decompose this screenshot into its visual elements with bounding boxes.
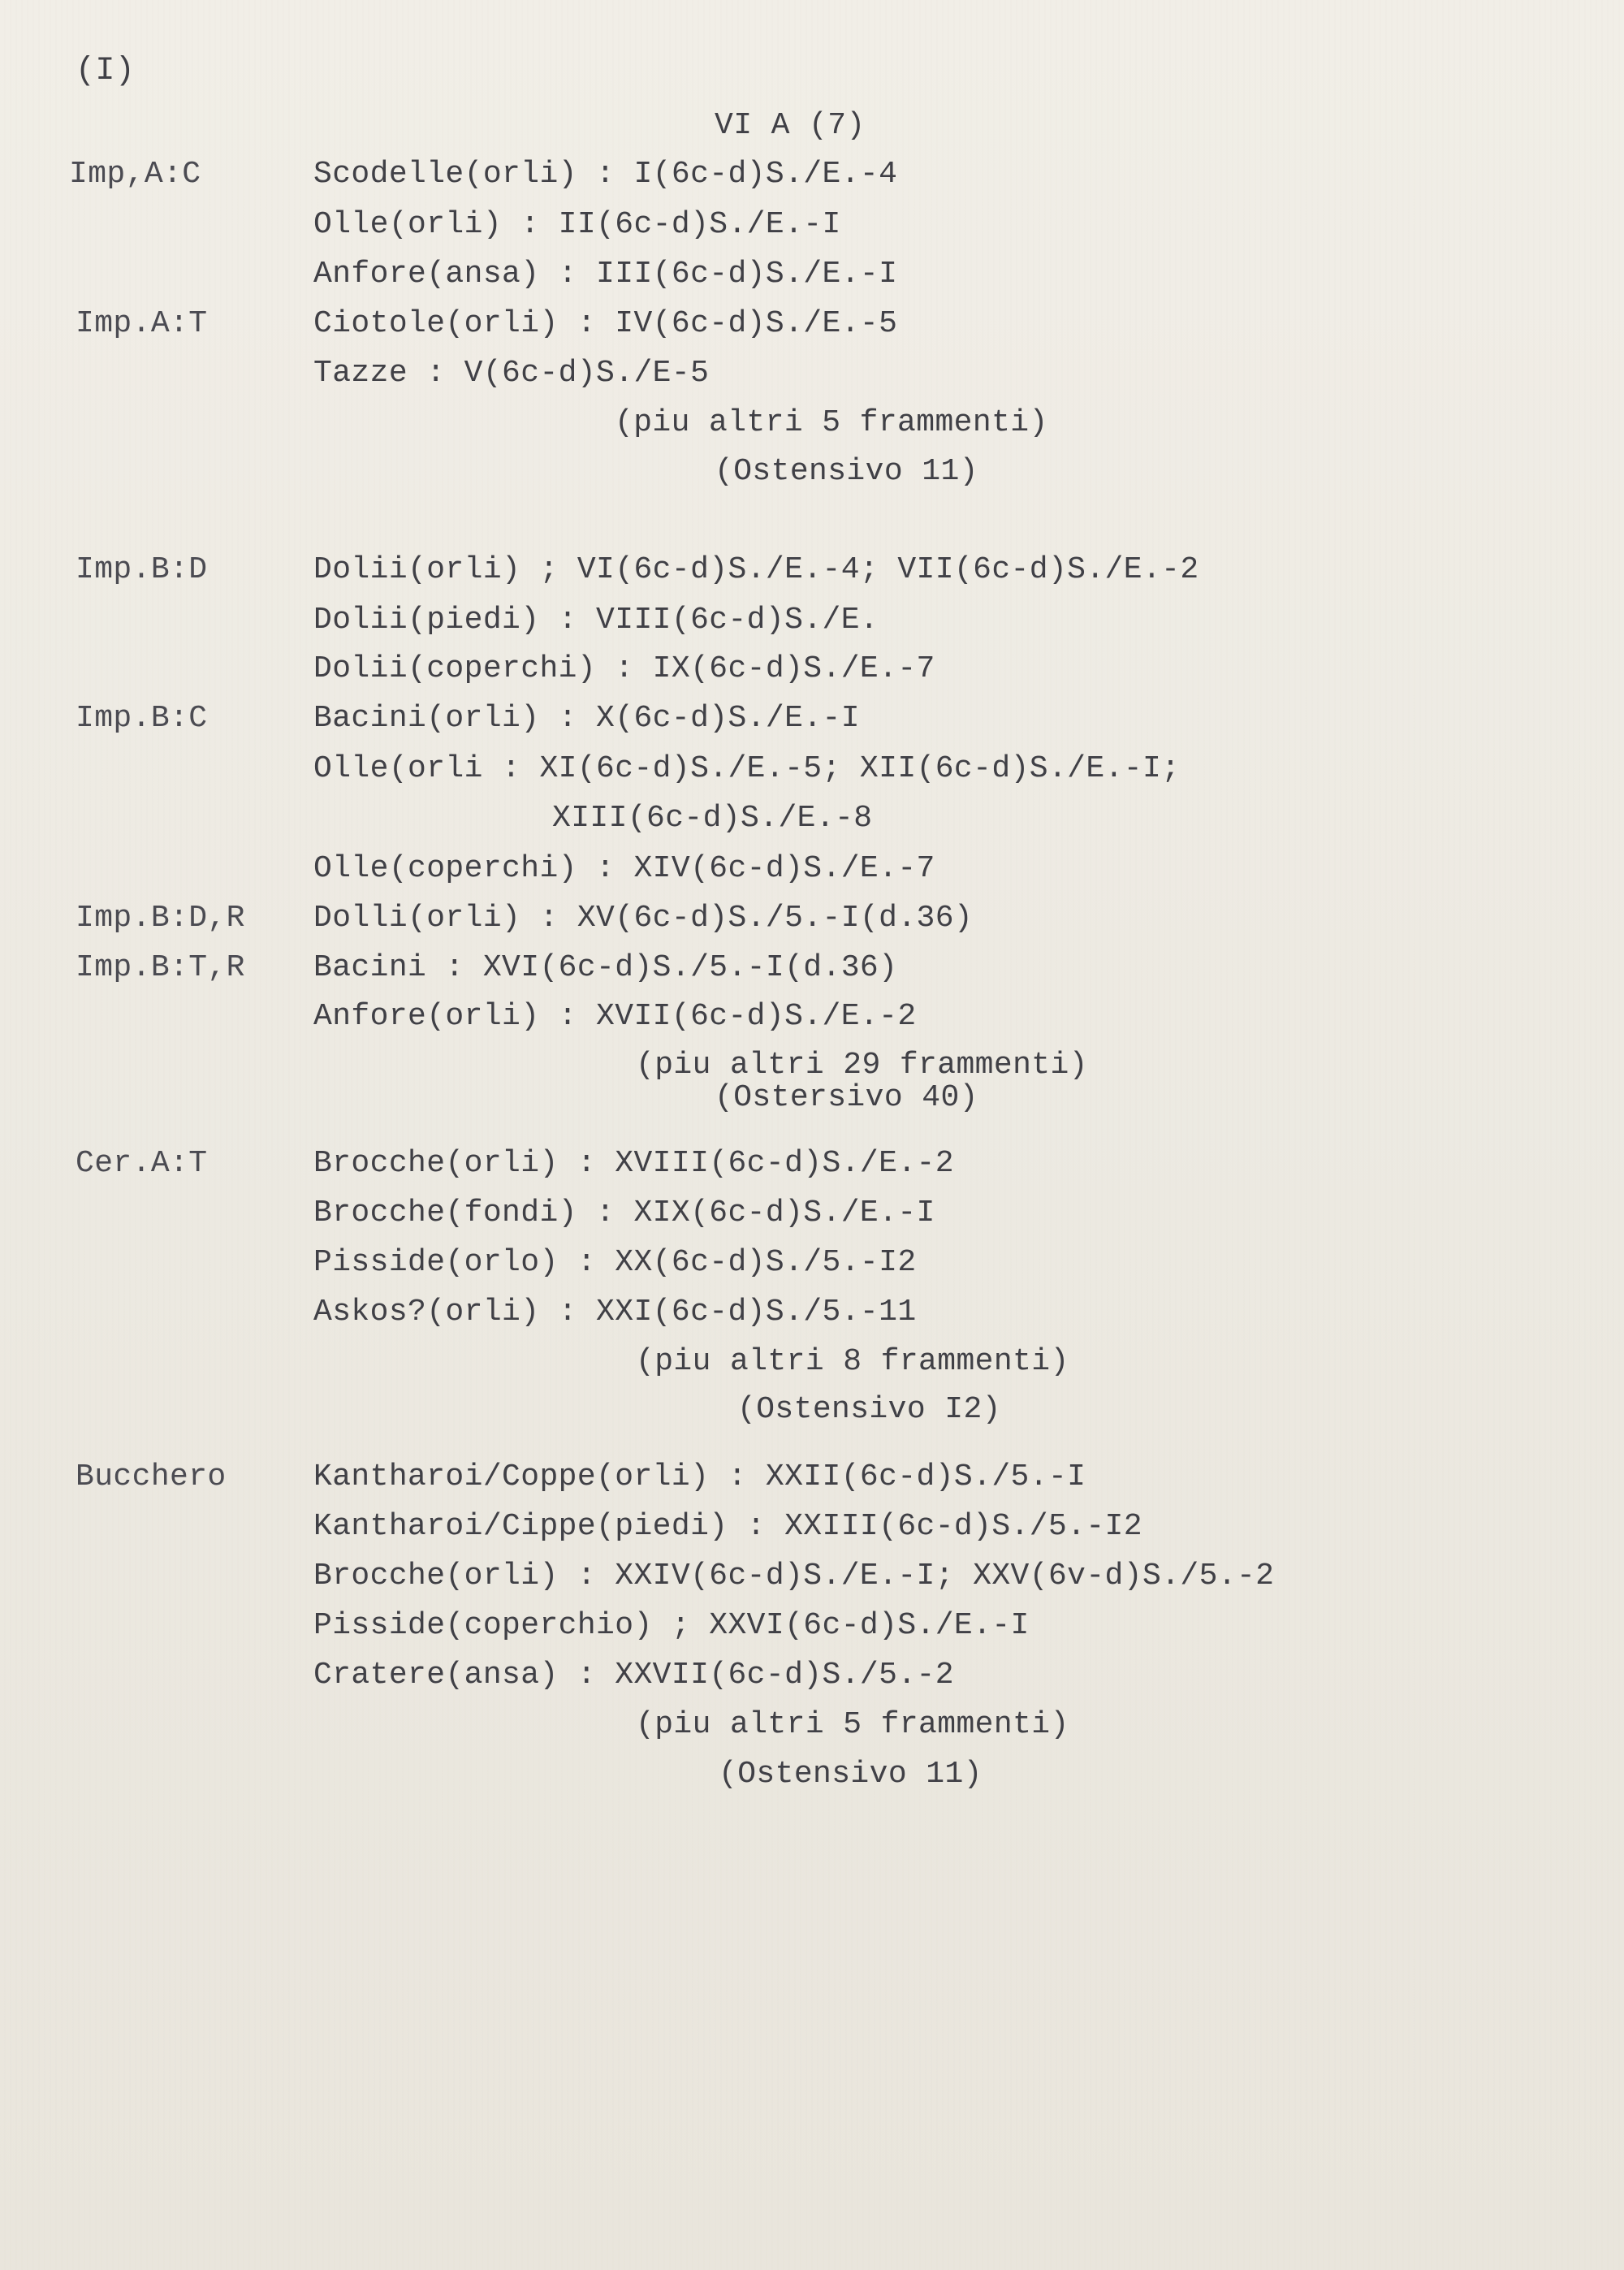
category-label-imp-b-d-r: Imp.B:D,R bbox=[76, 901, 245, 936]
ostensivo-note: (Ostersivo 40) bbox=[715, 1080, 978, 1115]
entry-line: Dolii(piedi) : VIII(6c-d)S./E. bbox=[313, 603, 879, 638]
entry-line: Olle(coperchi) : XIV(6c-d)S./E.-7 bbox=[313, 851, 935, 886]
fragments-note: (piu altri 29 frammenti) bbox=[636, 1048, 1088, 1083]
fragments-note: (piu altri 8 frammenti) bbox=[636, 1344, 1069, 1379]
entry-line: Dolli(orli) : XV(6c-d)S./5.-I(d.36) bbox=[313, 901, 974, 936]
category-label-imp-b-t-r: Imp.B:T,R bbox=[76, 950, 245, 985]
entry-line: Olle(orli) : II(6c-d)S./E.-I bbox=[313, 207, 841, 242]
fragments-note: (piu altri 5 frammenti) bbox=[636, 1707, 1069, 1742]
category-label-imp-a-t: Imp.A:T bbox=[76, 306, 208, 341]
entry-line: Anfore(ansa) : III(6c-d)S./E.-I bbox=[313, 257, 898, 292]
entry-line: Brocche(orli) : XVIII(6c-d)S./E.-2 bbox=[313, 1146, 954, 1181]
entry-line: Scodelle(orli) : I(6c-d)S./E.-4 bbox=[313, 157, 898, 192]
entry-line: Dolii(orli) ; VI(6c-d)S./E.-4; VII(6c-d)S./E.-2 bbox=[313, 552, 1199, 587]
entry-line: Ciotole(orli) : IV(6c-d)S./E.-5 bbox=[313, 306, 898, 341]
entry-line: Tazze : V(6c-d)S./E-5 bbox=[313, 356, 710, 391]
document-title: VI A (7) bbox=[715, 108, 866, 143]
entry-line: Cratere(ansa) : XXVII(6c-d)S./5.-2 bbox=[313, 1658, 954, 1693]
ostensivo-note: (Ostensivo 11) bbox=[715, 454, 978, 489]
entry-line: Anfore(orli) : XVII(6c-d)S./E.-2 bbox=[313, 999, 917, 1034]
ostensivo-note: (Ostensivo 11) bbox=[719, 1757, 983, 1792]
fragments-note: (piu altri 5 frammenti) bbox=[615, 405, 1048, 440]
entry-line: Bacini : XVI(6c-d)S./5.-I(d.36) bbox=[313, 950, 898, 985]
entry-line: Kantharoi/Coppe(orli) : XXII(6c-d)S./5.-I bbox=[313, 1459, 1086, 1494]
category-label-bucchero: Bucchero bbox=[76, 1459, 227, 1494]
category-label-imp-b-d: Imp.B:D bbox=[76, 552, 208, 587]
entry-line: Kantharoi/Cippe(piedi) : XXIII(6c-d)S./5.-I2 bbox=[313, 1509, 1142, 1544]
entry-line: Dolii(coperchi) : IX(6c-d)S./E.-7 bbox=[313, 651, 935, 686]
category-label-cer-a-t: Cer.A:T bbox=[76, 1146, 208, 1181]
entry-line: Askos?(orli) : XXI(6c-d)S./5.-11 bbox=[313, 1295, 917, 1330]
ostensivo-note: (Ostensivo I2) bbox=[737, 1392, 1001, 1427]
category-label-imp-b-c: Imp.B:C bbox=[76, 701, 208, 736]
entry-line: XIII(6c-d)S./E.-8 bbox=[552, 801, 873, 836]
category-label-imp-a-c: Imp,A:C bbox=[69, 157, 201, 192]
entry-line: Pisside(coperchio) ; XXVI(6c-d)S./E.-I bbox=[313, 1608, 1030, 1643]
entry-line: Brocche(fondi) : XIX(6c-d)S./E.-I bbox=[313, 1196, 935, 1230]
entry-line: Olle(orli : XI(6c-d)S./E.-5; XII(6c-d)S./E.-I; bbox=[313, 751, 1181, 786]
page-corner-mark: (I) bbox=[76, 53, 136, 89]
entry-line: Bacini(orli) : X(6c-d)S./E.-I bbox=[313, 701, 860, 736]
entry-line: Pisside(orlo) : XX(6c-d)S./5.-I2 bbox=[313, 1245, 917, 1280]
entry-line: Brocche(orli) : XXIV(6c-d)S./E.-I; XXV(6v-d)S./5.-2 bbox=[313, 1559, 1275, 1593]
